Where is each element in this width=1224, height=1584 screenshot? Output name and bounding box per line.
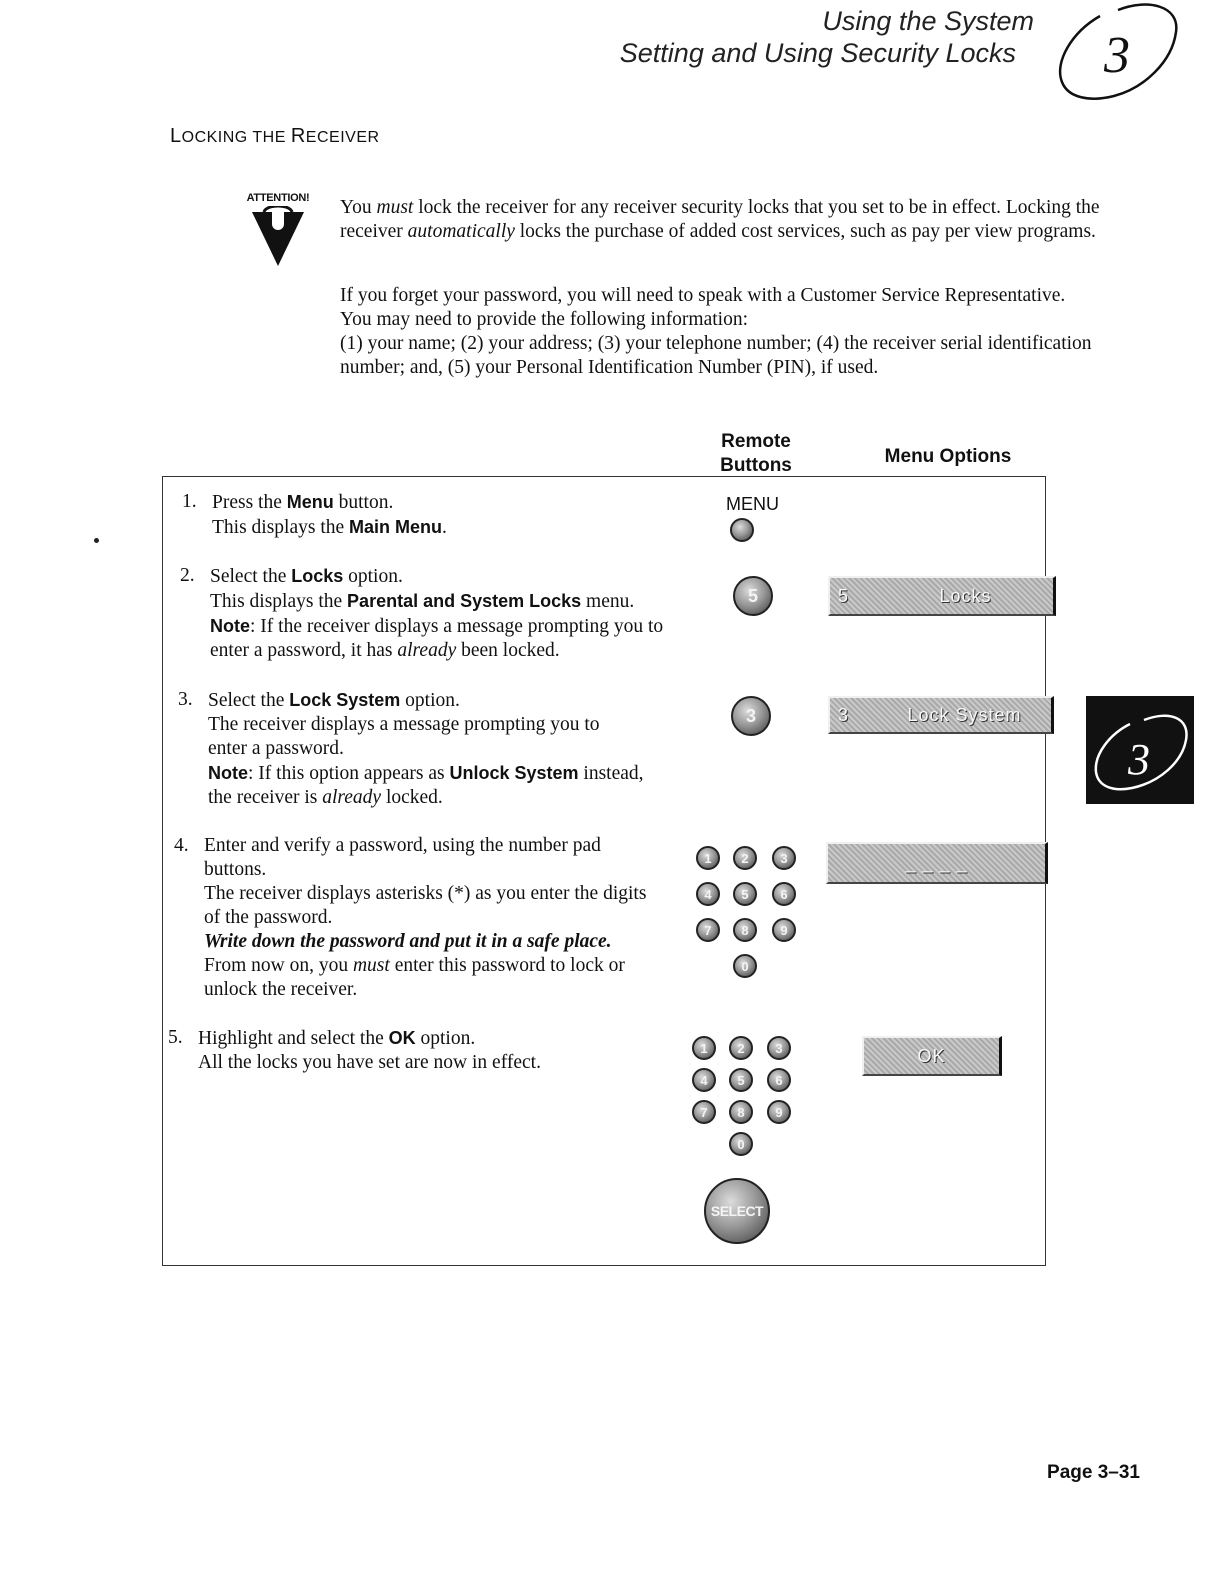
keypad-0-icon: 0: [729, 1132, 753, 1156]
keypad-2-icon: 2: [733, 846, 757, 870]
section-title: LOCKING THE RECEIVER: [170, 125, 380, 147]
keypad-3-icon: 3: [767, 1036, 791, 1060]
select-button-icon: SELECT: [704, 1178, 770, 1244]
keypad-8-icon: 8: [729, 1100, 753, 1124]
chapter-side-tab: [1086, 696, 1194, 804]
step-1: 1. Press the Menu button. This displays the Main Menu.: [182, 491, 447, 538]
menu-option-lock-system: 3 Lock System: [828, 696, 1054, 734]
keypad-7-icon: 7: [696, 918, 720, 942]
running-header-section: Setting and Using Security Locks: [619, 38, 1016, 68]
intro-paragraph-1: You must lock the receiver for any receiver security locks that you set to be in effect. Locking the receiver automatically locks the purchase of added cost services, such as pay per view programs.: [340, 197, 1100, 242]
keypad-6-icon: 6: [772, 882, 796, 906]
column-header-menu-options: Menu Options: [884, 446, 1012, 467]
keypad-1-icon: 1: [696, 846, 720, 870]
number-5-button-icon: 5: [733, 576, 773, 616]
menu-option-ok: OK: [862, 1036, 1002, 1076]
intro-paragraph-2: If you forget your password, you will need to speak with a Customer Service Representative. You may need to provide the following information: (1) your name; (2) your address; (3) your telephone number; (4) the receiver serial identification number; and, (5) your Personal Identification Number (PIN), if used.: [340, 284, 1100, 380]
page-number: Page 3–31: [1047, 1462, 1140, 1483]
column-header-remote-buttons: Remote Buttons: [720, 431, 792, 476]
keypad-1-icon: 1: [692, 1036, 716, 1060]
keypad-8-icon: 8: [733, 918, 757, 942]
side-tab-number: 3: [1128, 735, 1150, 784]
step-4: 4. Enter and verify a password, using the number pad buttons. The receiver displays asterisks (*) as you enter the digits of the password. Write down the password and put it in a safe place. From now on, you must enter this password to lock or unlock the receiver.: [174, 835, 647, 1000]
number-3-button-icon: 3: [731, 696, 771, 736]
menu-button-label: MENU: [726, 494, 779, 514]
keypad-5-icon: 5: [729, 1068, 753, 1092]
keypad-9-icon: 9: [772, 918, 796, 942]
keypad-5-icon: 5: [733, 882, 757, 906]
scan-mark: [94, 538, 99, 543]
step-3: 3. Select the Lock System option. The receiver displays a message prompting you to enter a password. Note: If this option appears as Unlock System instead, the receiver is already locked.: [178, 689, 644, 808]
chapter-circle-icon: [1048, 2, 1180, 102]
keypad-0-icon: 0: [733, 954, 757, 978]
chapter-tab-icon: [1086, 696, 1194, 804]
keypad-4-icon: 4: [692, 1068, 716, 1092]
keypad-6-icon: 6: [767, 1068, 791, 1092]
keypad-9-icon: 9: [767, 1100, 791, 1124]
keypad-3-icon: 3: [772, 846, 796, 870]
menu-button-icon: [730, 518, 754, 542]
info-list: (1) your name; (2) your address; (3) your telephone number; (4) the receiver serial identification number; and, (5) your Personal Identification Number (PIN), if used.: [340, 333, 1092, 378]
attention-callout: [238, 192, 318, 282]
step-2: 2. Select the Locks option. This displays the Parental and System Locks menu. Note: If the receiver displays a message prompting you to enter a password, it has already been locked.: [180, 565, 664, 661]
attention-label: ATTENTION!: [246, 192, 310, 204]
keypad-2-icon: 2: [729, 1036, 753, 1060]
menu-option-locks: 5 Locks: [828, 576, 1056, 616]
chapter-number: 3: [1104, 27, 1130, 84]
chapter-badge: [1048, 2, 1180, 102]
password-entry-field: _ _ _ _: [826, 842, 1048, 884]
warning-icon: [248, 206, 308, 268]
running-header-chapter: Using the System: [822, 6, 1034, 36]
keypad-7-icon: 7: [692, 1100, 716, 1124]
keypad-4-icon: 4: [696, 882, 720, 906]
step-5: 5. Highlight and select the OK option. All the locks you have set are now in effect.: [168, 1027, 541, 1073]
